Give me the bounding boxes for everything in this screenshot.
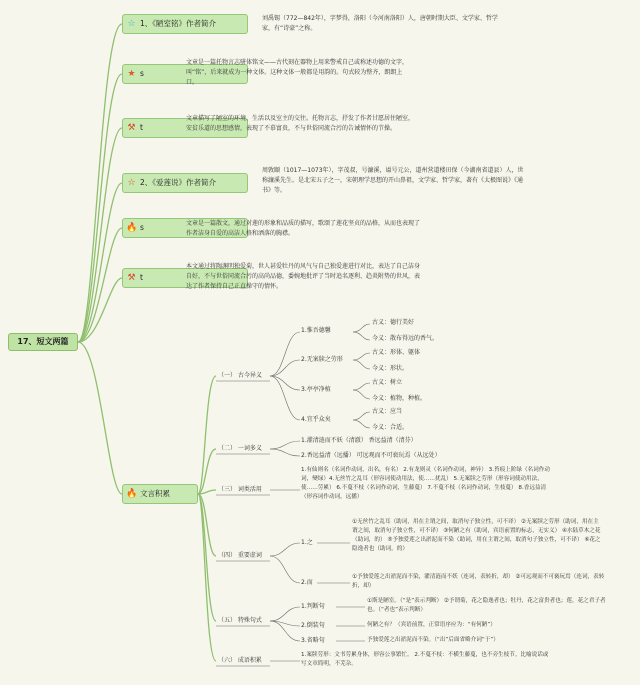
fire-icon: 🔥 bbox=[126, 489, 138, 499]
desc-ailianshuo-theme: 本文通过将陶渊明独爱菊，世人甚爱牡丹的风气与自己独爱莲进行对比，表达了自己洁身自好，不与世俗同流合污的高尚品德，委婉地批评了当时追名逐利、趋炎附势的世风，表达了作者保持自己正直操守的情怀。 bbox=[186, 263, 421, 290]
jin-meaning: 今义：植物，种植。 bbox=[372, 395, 427, 402]
section-zhongyao-xuci[interactable]: （四） 重要虚词 bbox=[218, 552, 262, 559]
jushi-shenglue-text: 予独爱莲之出淤泥而不染。（“出”后面省略介词“于”） bbox=[367, 637, 499, 643]
topic-author-intro-ailianshuo[interactable] bbox=[122, 173, 248, 193]
topic-label: s bbox=[140, 69, 144, 78]
topic-author-intro-loushiming[interactable] bbox=[122, 14, 248, 34]
section-yici-duoyi[interactable]: （二） 一词多义 bbox=[218, 445, 262, 452]
fire-icon: 🔥 bbox=[126, 223, 138, 233]
word-tingtingjingzhi[interactable]: 3.亭亭净植 bbox=[301, 386, 331, 393]
jushi-shenglue[interactable]: 3.省略句 bbox=[301, 637, 325, 644]
word-anduxing[interactable]: 2.无案牍之劳形 bbox=[301, 356, 343, 363]
star-outline-icon: ☆ bbox=[127, 19, 136, 29]
topic-label: t bbox=[140, 273, 143, 282]
jin-meaning: 今义：散布得远的香气。 bbox=[372, 335, 439, 342]
topic-label: s bbox=[140, 223, 144, 232]
root-node[interactable]: 17、短文两篇 bbox=[8, 333, 78, 351]
jushi-daozhuang-text: 何陋之有？（宾语前置，正常语序应为：“有何陋”） bbox=[367, 622, 496, 628]
tools-icon: ⚒ bbox=[127, 273, 136, 283]
chengyu-text: 1.案牍劳形：文书劳累身体，形容公事繁忙。 2.不蔓不枝：不横生藤蔓，也不旁生枝节。比喻说话或写文章简明，不芜杂。 bbox=[301, 652, 549, 667]
jin-meaning: 今义：形状。 bbox=[372, 365, 409, 372]
topic-label: 2、《爱莲说》作者简介 bbox=[140, 178, 217, 187]
topic-wenyan-jilei[interactable] bbox=[122, 484, 198, 504]
xuci-zhi-text: ①无丝竹之乱耳（助词，用在主谓之间，取消句子独立性，可不译） ②无案牍之劳形（助词，用在主谓之间，取消句子独立性，可不译） ③何陋之有（助词，宾语前置的标志，无实义） ④水陆草木之花（助词，的） ⑤予独爱莲之出淤泥而不染（助词，用在主谓之间，取消句子独立性，可不译） ⑥花之隐逸者也（助词，的） bbox=[352, 519, 601, 552]
section-chengyu-jilei[interactable]: （六） 成语积累 bbox=[218, 657, 262, 664]
topic-label: 文言积累 bbox=[140, 489, 170, 498]
section-cilei-huoyong[interactable]: （三） 词类活用 bbox=[218, 486, 262, 493]
gu-meaning: 古义：德行美好 bbox=[372, 319, 415, 326]
desc-loushiming-genre: 文章是一篇托物言志骈体铭文——古代刻在器物上用来警戒自己或称述功德的文字，叫“铭”，后来就成为一种文体。这种文体一般都是用韵的。句式较为整齐，朗朗上口。 bbox=[186, 59, 409, 86]
star-filled-icon: ★ bbox=[127, 69, 136, 79]
topic-label: 1、《陋室铭》作者简介 bbox=[140, 19, 217, 28]
jin-meaning: 今义：合适。 bbox=[372, 424, 409, 431]
star-outline-icon: ☆ bbox=[127, 178, 136, 188]
section-teshu-jushi[interactable]: （五） 特殊句式 bbox=[218, 617, 262, 624]
section-gujin-yiyi[interactable]: （一） 古今异义 bbox=[218, 372, 262, 379]
word-yihuzhongyi[interactable]: 4.宜乎众矣 bbox=[301, 416, 331, 423]
gu-meaning: 古义：树立 bbox=[372, 379, 403, 386]
jushi-panduan-text: ①斯是陋室。（“是”表示判断） ②予谓菊，花之隐逸者也；牡丹，花之富贵者也；莲，花之君子者也。（“者也”表示判断） bbox=[367, 598, 606, 613]
word-weiwudexin[interactable]: 1.惟吾德馨 bbox=[301, 327, 331, 334]
desc-zhoudunyi: 周敦颐（1017—1073年），字茂叔，号濂溪，谥号元公，道州营道楼田保（今湖南省道县）人，世称濂溪先生。是北宋五子之一，宋朝理学思想的开山鼻祖，文学家、哲学家，著有《太极图说》《通书》等。 bbox=[262, 167, 524, 194]
gu-meaning: 古义：形体、躯体 bbox=[372, 349, 421, 356]
desc-ailianshuo-genre: 文章是一篇散文，通过对莲的形象和品质的描写，歌颂了莲花坚贞的品格，从而也表现了作者洁身自爱的高洁人格和洒落的胸襟。 bbox=[186, 220, 421, 237]
xuci-zhi[interactable]: 1.之 bbox=[301, 539, 313, 546]
huoyong-text: 1.有仙则名（名词作动词，出名，有名） 2.有龙则灵（名词作动词，神异） 3.苔痕上阶绿（名词作动词，變绿）4.无丝竹之乱耳（形容词使动用法，使……扰乱） 5.无案牍之劳形（形容词使动用法，使……劳累） 6.不蔓不枝（名词作动词，生藤蔓） 7.不蔓不枝（名词作动词，生枝蔓） 8.香远益清（形容词作动词，远播） bbox=[301, 467, 550, 500]
gu-meaning: 古义：应当 bbox=[372, 408, 403, 415]
topic-label: t bbox=[140, 123, 143, 132]
jushi-daozhuang[interactable]: 2.倒装句 bbox=[301, 622, 325, 629]
tools-icon: ⚒ bbox=[127, 123, 136, 133]
yici-item-1[interactable]: 1.濯清涟而不妖（清澈） 香远益清（清芬） bbox=[301, 437, 417, 444]
xuci-er[interactable]: 2.而 bbox=[301, 579, 313, 586]
desc-liuyuxi: 刘禹锡（772—842年），字梦得，洛阳（今河南洛阳）人，唐朝时期大臣、文学家、哲学家，有“诗豪”之称。 bbox=[262, 15, 498, 32]
jushi-panduan[interactable]: 1.判断句 bbox=[301, 603, 325, 610]
yici-item-2[interactable]: 2.香远益清（远播） 可远观而不可亵玩焉（从远处） bbox=[301, 452, 441, 459]
desc-loushiming-theme: 文章描写了陋室的环境、生活以及室主的交往。托物言志，抒发了作者甘愿居住陋室，安贫乐道的思想感情，表现了不慕富贵，不与世俗同流合污的告诫情怀的节操。 bbox=[186, 115, 415, 132]
xuci-er-text: ①予独爱莲之出淤泥而不染，濯清涟而不妖（连词，表转折，却） ②可远观而不可亵玩焉（连词，表转折，却） bbox=[352, 574, 605, 589]
